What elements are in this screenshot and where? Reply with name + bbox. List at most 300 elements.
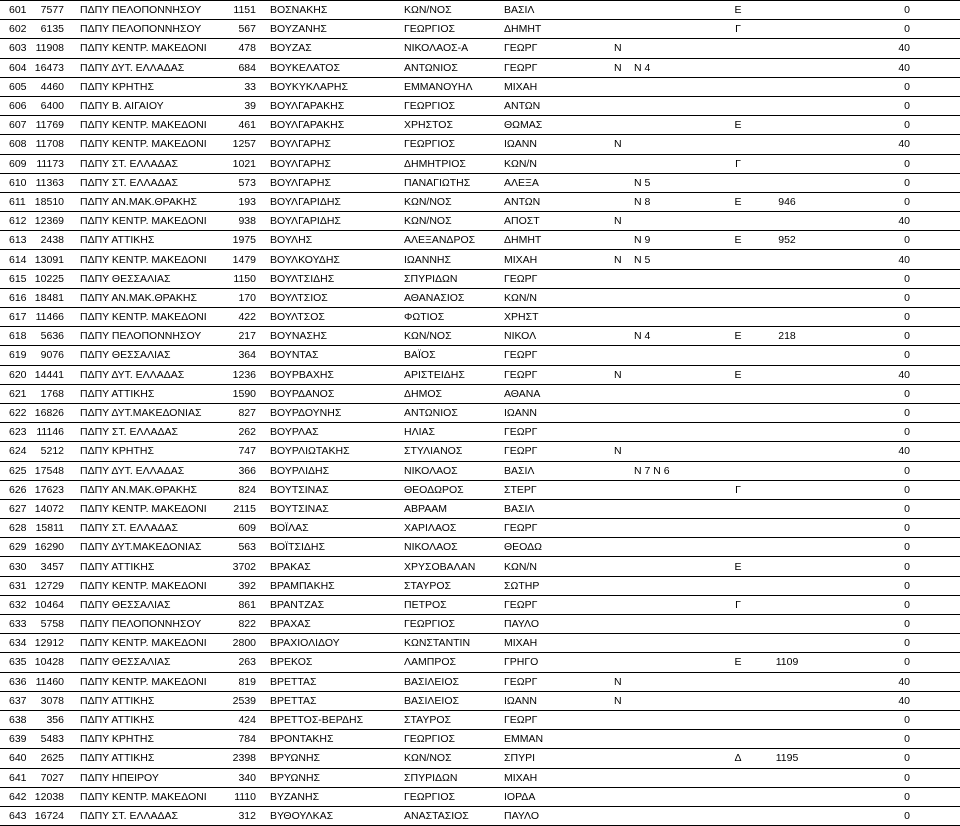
note-code [634,423,712,442]
note-code: Ν 5 [634,173,712,192]
extra-number: 218 [764,327,810,346]
flag-n [614,806,634,825]
surname: ΒΟΥΛΓΑΡΗΣ [264,135,400,154]
code-number [218,135,264,154]
record-id: 16473 [30,58,68,77]
table-row [0,173,960,192]
surname: ΒΟΥΛΓΑΡΑΚΗΣ [264,96,400,115]
code-number [218,423,264,442]
father-name: ΓΕΩΡΓ [504,58,614,77]
code-number [218,58,264,77]
extra-number [764,58,810,77]
record-id: 2625 [30,749,68,768]
row-number: 611 [0,192,30,211]
code-number-text: 422 [238,311,256,324]
extra-number [764,806,810,825]
extra-number [764,730,810,749]
surname: ΒΡΕΚΟΣ [264,653,400,672]
first-name: ΚΩΝ/ΝΟΣ [400,327,504,346]
score-value: 0 [810,403,960,422]
score-value: 0 [810,576,960,595]
first-name: ΒΑΪΟΣ [400,346,504,365]
code-number-text: 392 [238,579,256,592]
first-name: ΑΘΑΝΑΣΙΟΣ [400,288,504,307]
record-id: 9076 [30,346,68,365]
surname: ΒΟΥΡΛΙΔΗΣ [264,461,400,480]
first-name: ΣΠΥΡΙΔΩΝ [400,269,504,288]
score-value: 0 [810,461,960,480]
flag-n [614,384,634,403]
code-number-text: 824 [238,483,256,496]
surname: ΒΟΥΖΑΣ [264,39,400,58]
surname: ΒΡΑΧΙΟΛΙΔΟΥ [264,634,400,653]
extra-number [764,212,810,231]
code-number [218,269,264,288]
extra-number [764,308,810,327]
code-number-text: 424 [238,714,256,727]
table-row [0,96,960,115]
table-row [0,384,960,403]
category-letter [712,96,764,115]
code-number-text: 747 [238,445,256,458]
score-value: 0 [810,1,960,20]
table-row [0,1,960,20]
record-id: 13091 [30,250,68,269]
father-name: ΓΡΗΓΟ [504,653,614,672]
flag-n [614,653,634,672]
father-name: ΑΝΤΩΝ [504,96,614,115]
note-code [634,212,712,231]
record-id: 10428 [30,653,68,672]
table-row [0,710,960,729]
note-code [634,39,712,58]
row-number: 643 [0,806,30,825]
record-id: 7577 [30,1,68,20]
code-number [218,192,264,211]
score-value: 0 [810,499,960,518]
code-number-text: 819 [238,675,256,688]
father-name: ΜΙΧΑΗ [504,768,614,787]
table-row [0,749,960,768]
flag-n: Ν [614,691,634,710]
category-letter [712,212,764,231]
code-number [218,212,264,231]
score-value: 0 [810,96,960,115]
code-number-text: 684 [238,61,256,74]
note-code [634,787,712,806]
score-value: 0 [810,557,960,576]
region-name: ΠΔΠΥ ΚΕΝΤΡ. ΜΑΚΕΔΟΝΙ [68,39,218,58]
record-id: 12912 [30,634,68,653]
table-row [0,653,960,672]
father-name: ΒΑΣΙΛ [504,1,614,20]
category-letter [712,634,764,653]
extra-number [764,442,810,461]
extra-number [764,1,810,20]
category-letter [712,730,764,749]
region-name: ΠΔΠΥ ΚΡΗΤΗΣ [68,442,218,461]
note-code [634,595,712,614]
record-id: 6135 [30,20,68,39]
surname: ΒΟΥΛΤΣΟΣ [264,308,400,327]
flag-n [614,538,634,557]
surname: ΒΥΘΟΥΛΚΑΣ [264,806,400,825]
record-id: 16826 [30,403,68,422]
first-name: ΧΡΥΣΟΒΑΛΑΝ [400,557,504,576]
table-row [0,77,960,96]
score-value: 40 [810,58,960,77]
note-code [634,288,712,307]
flag-n: Ν [614,135,634,154]
flag-n [614,615,634,634]
note-code: Ν 8 [634,192,712,211]
note-code: Ν 4 [634,327,712,346]
score-value: 0 [810,20,960,39]
extra-number [764,691,810,710]
row-number: 641 [0,768,30,787]
surname: ΒΡΕΤΤΟΣ-ΒΕΡΔΗΣ [264,710,400,729]
flag-n [614,346,634,365]
code-number [218,39,264,58]
code-number [218,576,264,595]
score-value: 0 [810,730,960,749]
flag-n [614,77,634,96]
extra-number [764,557,810,576]
record-id: 11363 [30,173,68,192]
father-name: ΣΤΕΡΓ [504,480,614,499]
surname: ΒΟΥΡΛΑΣ [264,423,400,442]
row-number: 642 [0,787,30,806]
flag-n [614,327,634,346]
flag-n [614,154,634,173]
table-row [0,154,960,173]
code-number-text: 2398 [232,752,256,765]
region-name: ΠΔΠΥ ΔΥΤ.ΜΑΚΕΔΟΝΙΑΣ [68,538,218,557]
category-letter [712,710,764,729]
category-letter: Γ [712,595,764,614]
father-name: ΒΑΣΙΛ [504,461,614,480]
code-number-text: 3702 [232,560,256,573]
region-name: ΠΔΠΥ ΑΤΤΙΚΗΣ [68,231,218,250]
father-name: ΓΕΩΡΓ [504,595,614,614]
code-number-text: 784 [238,733,256,746]
region-name: ΠΔΠΥ ΑΝ.ΜΑΚ.ΘΡΑΚΗΣ [68,192,218,211]
region-name: ΠΔΠΥ ΚΕΝΤΡ. ΜΑΚΕΔΟΝΙ [68,308,218,327]
flag-n [614,519,634,538]
table-row [0,499,960,518]
score-value: 40 [810,365,960,384]
extra-number [764,768,810,787]
code-number [218,615,264,634]
surname: ΒΡΥΩΝΗΣ [264,768,400,787]
note-code [634,634,712,653]
table-row [0,346,960,365]
score-value: 0 [810,595,960,614]
record-id: 11173 [30,154,68,173]
note-code [634,269,712,288]
first-name: ΒΑΣΙΛΕΙΟΣ [400,672,504,691]
father-name: ΣΠΥΡΙ [504,749,614,768]
code-number-text: 217 [238,330,256,343]
score-value: 0 [810,269,960,288]
category-letter: Ε [712,116,764,135]
note-code [634,96,712,115]
code-number-text: 1975 [232,234,256,247]
surname: ΒΟΥΛΓΑΡΗΣ [264,173,400,192]
category-letter [712,346,764,365]
record-id: 1768 [30,384,68,403]
extra-number [764,39,810,58]
surname: ΒΡΕΤΤΑΣ [264,672,400,691]
category-letter [712,269,764,288]
category-letter [712,576,764,595]
score-value: 0 [810,749,960,768]
code-number-text: 822 [238,618,256,631]
first-name: ΚΩΝ/ΝΟΣ [400,749,504,768]
surname: ΒΟΣΝΑΚΗΣ [264,1,400,20]
flag-n [614,710,634,729]
code-number [218,634,264,653]
father-name: ΜΙΧΑΗ [504,250,614,269]
score-value: 40 [810,135,960,154]
surname: ΒΡΕΤΤΑΣ [264,691,400,710]
first-name: ΓΕΩΡΓΙΟΣ [400,135,504,154]
flag-n [614,730,634,749]
father-name: ΜΙΧΑΗ [504,634,614,653]
code-number [218,557,264,576]
extra-number [764,154,810,173]
flag-n: Ν [614,672,634,691]
first-name: ΣΠΥΡΙΔΩΝ [400,768,504,787]
code-number-text: 1021 [232,157,256,170]
score-value: 40 [810,672,960,691]
note-code [634,308,712,327]
score-value: 0 [810,346,960,365]
category-letter [712,288,764,307]
surname: ΒΟΥΛΤΣΙΟΣ [264,288,400,307]
score-value: 0 [810,538,960,557]
row-number: 618 [0,327,30,346]
surname: ΒΟΥΡΒΑΧΗΣ [264,365,400,384]
surname: ΒΟΥΝΤΑΣ [264,346,400,365]
father-name: ΙΩΑΝΝ [504,135,614,154]
region-name: ΠΔΠΥ ΔΥΤ. ΕΛΛΑΔΑΣ [68,58,218,77]
flag-n [614,749,634,768]
row-number: 623 [0,423,30,442]
extra-number [764,288,810,307]
region-name: ΠΔΠΥ ΚΡΗΤΗΣ [68,730,218,749]
first-name: ΘΕΟΔΩΡΟΣ [400,480,504,499]
region-name: ΠΔΠΥ ΣΤ. ΕΛΛΑΔΑΣ [68,423,218,442]
region-name: ΠΔΠΥ ΑΤΤΙΚΗΣ [68,710,218,729]
father-name: ΘΩΜΑΣ [504,116,614,135]
code-number-text: 1236 [232,368,256,381]
category-letter [712,423,764,442]
flag-n [614,768,634,787]
score-value: 0 [810,231,960,250]
score-value: 0 [810,173,960,192]
code-number [218,480,264,499]
score-value: 0 [810,634,960,653]
first-name: ΑΛΕΞΑΝΔΡΟΣ [400,231,504,250]
extra-number [764,519,810,538]
region-name: ΠΔΠΥ ΑΝ.ΜΑΚ.ΘΡΑΚΗΣ [68,288,218,307]
note-code [634,538,712,557]
row-number: 633 [0,615,30,634]
extra-number [764,499,810,518]
row-number: 613 [0,231,30,250]
row-number: 640 [0,749,30,768]
code-number [218,365,264,384]
row-number: 606 [0,96,30,115]
record-id: 5636 [30,327,68,346]
table-row [0,58,960,77]
record-id: 12038 [30,787,68,806]
note-code [634,403,712,422]
category-letter [712,77,764,96]
category-letter [712,768,764,787]
father-name: ΓΕΩΡΓ [504,442,614,461]
region-name: ΠΔΠΥ ΚΕΝΤΡ. ΜΑΚΕΔΟΝΙ [68,672,218,691]
note-code [634,20,712,39]
region-name: ΠΔΠΥ ΚΕΝΤΡ. ΜΑΚΕΔΟΝΙ [68,576,218,595]
table-row [0,595,960,614]
table-row [0,250,960,269]
row-number: 619 [0,346,30,365]
category-letter [712,403,764,422]
code-number-text: 33 [244,80,256,93]
score-value: 0 [810,288,960,307]
father-name: ΓΕΩΡΓ [504,365,614,384]
extra-number [764,77,810,96]
category-letter [712,173,764,192]
extra-number [764,672,810,691]
table-row [0,442,960,461]
region-name: ΠΔΠΥ ΔΥΤ. ΕΛΛΑΔΑΣ [68,461,218,480]
code-number [218,672,264,691]
first-name: ΔΗΜΗΤΡΙΟΣ [400,154,504,173]
extra-number [764,269,810,288]
code-number-text: 340 [238,771,256,784]
father-name: ΠΑΥΛΟ [504,806,614,825]
extra-number: 1109 [764,653,810,672]
surname: ΒΟΥΚΥΚΛΑΡΗΣ [264,77,400,96]
father-name: ΔΗΜΗΤ [504,20,614,39]
flag-n [614,288,634,307]
code-number [218,116,264,135]
flag-n [614,20,634,39]
note-code [634,480,712,499]
score-value: 0 [810,77,960,96]
first-name: ΠΑΝΑΓΙΩΤΗΣ [400,173,504,192]
score-value: 0 [810,308,960,327]
region-name: ΠΔΠΥ ΠΕΛΟΠΟΝΝΗΣΟΥ [68,1,218,20]
region-name: ΠΔΠΥ ΠΕΛΟΠΟΝΝΗΣΟΥ [68,327,218,346]
code-number-text: 2539 [232,694,256,707]
code-number-text: 2115 [233,502,256,515]
code-number [218,653,264,672]
note-code [634,442,712,461]
code-number [218,806,264,825]
score-value: 40 [810,250,960,269]
category-letter [712,250,764,269]
extra-number [764,423,810,442]
row-number: 607 [0,116,30,135]
flag-n [614,231,634,250]
code-number [218,403,264,422]
record-id: 4460 [30,77,68,96]
category-letter [712,135,764,154]
code-number [218,1,264,20]
category-letter [712,691,764,710]
category-letter [712,787,764,806]
row-number: 629 [0,538,30,557]
first-name: ΝΙΚΟΛΑΟΣ [400,461,504,480]
record-id: 16290 [30,538,68,557]
score-value: 0 [810,154,960,173]
table-row [0,288,960,307]
code-number [218,327,264,346]
code-number-text: 478 [238,42,256,55]
row-number: 639 [0,730,30,749]
code-number-text: 312 [238,809,256,822]
surname: ΒΡΥΩΝΗΣ [264,749,400,768]
category-letter [712,672,764,691]
first-name: ΣΤΥΛΙΑΝΟΣ [400,442,504,461]
note-code [634,154,712,173]
note-code [634,116,712,135]
score-value: 40 [810,691,960,710]
flag-n [614,423,634,442]
note-code [634,672,712,691]
note-code [634,653,712,672]
note-code [634,519,712,538]
record-id: 11466 [30,308,68,327]
surname: ΒΟΥΡΔΑΝΟΣ [264,384,400,403]
record-id: 12369 [30,212,68,231]
category-letter [712,615,764,634]
note-code [634,499,712,518]
surname: ΒΟΪΛΑΣ [264,519,400,538]
code-number [218,20,264,39]
code-number-text: 1590 [232,387,256,400]
surname: ΒΟΪΤΣΙΔΗΣ [264,538,400,557]
first-name: ΓΕΩΡΓΙΟΣ [400,787,504,806]
first-name: ΔΗΜΟΣ [400,384,504,403]
code-number [218,749,264,768]
score-value: 0 [810,192,960,211]
table-row [0,557,960,576]
category-letter [712,499,764,518]
note-code [634,365,712,384]
table-row [0,634,960,653]
category-letter: Ε [712,365,764,384]
score-value: 0 [810,327,960,346]
record-id: 18510 [30,192,68,211]
extra-number [764,20,810,39]
code-number [218,710,264,729]
surname: ΒΟΥΤΣΙΝΑΣ [264,499,400,518]
first-name: ΓΕΩΡΓΙΟΣ [400,96,504,115]
father-name: ΙΩΑΝΝ [504,691,614,710]
flag-n [614,634,634,653]
table-row [0,461,960,480]
record-id: 6400 [30,96,68,115]
region-name: ΠΔΠΥ ΘΕΣΣΑΛΙΑΣ [68,653,218,672]
region-name: ΠΔΠΥ ΚΕΝΤΡ. ΜΑΚΕΔΟΝΙ [68,116,218,135]
note-code [634,135,712,154]
score-value: 0 [810,615,960,634]
